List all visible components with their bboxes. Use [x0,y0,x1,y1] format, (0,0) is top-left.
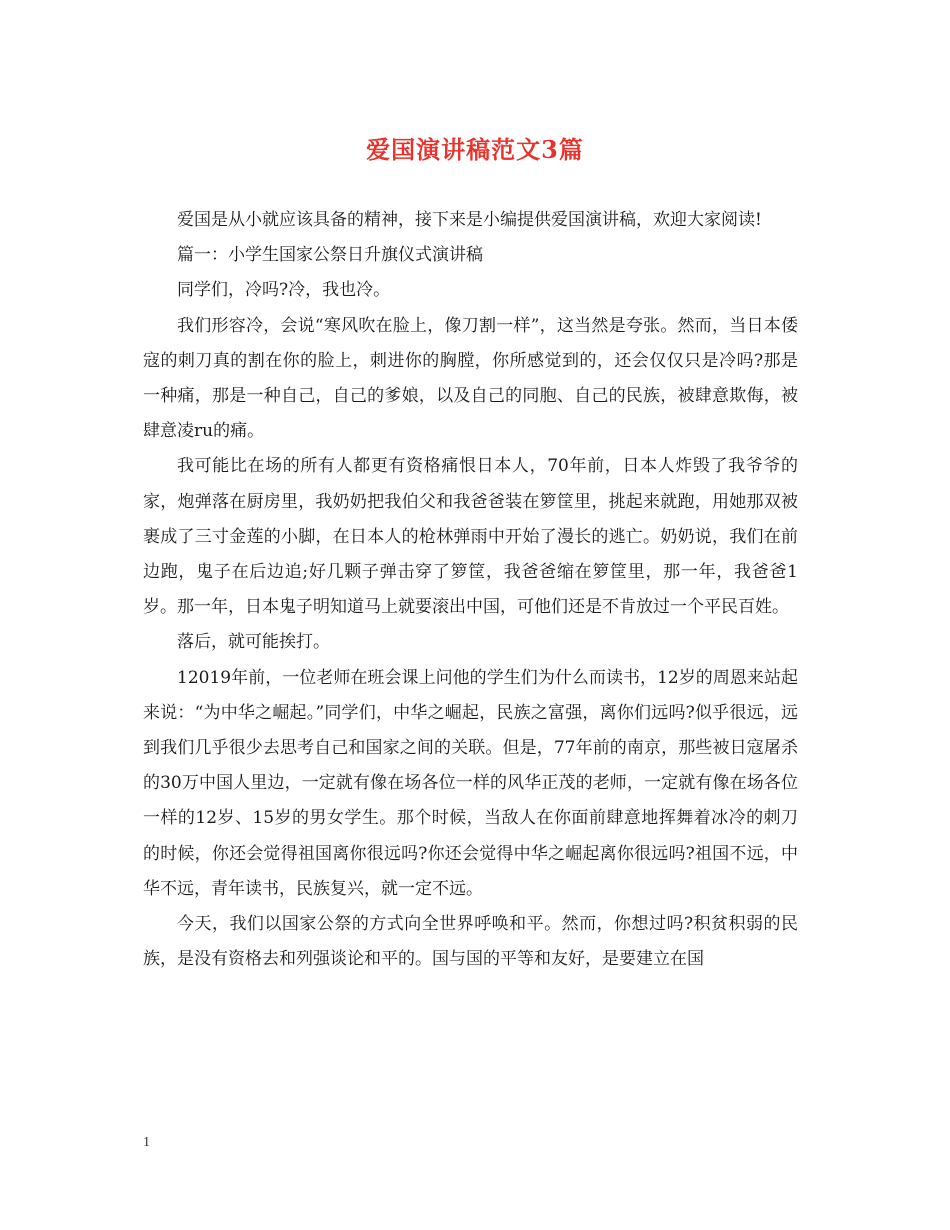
paragraph: 12019年前，一位老师在班会课上问他的学生们为什么而读书，12岁的周恩来站起来说：“为中华之崛起。”同学们，中华之崛起，民族之富强，离你们远吗?似乎很远，远到我们几乎很少去思考自己和国家之间的关联。但是，77年前的南京，那些被日寇屠杀的30万中国人里边，一定就有像在场各位一样的风华正茂的老师，一定就有像在场各位一样的12岁、15岁的男女学生。那个时候，当敌人在你面前肆意地挥舞着冰冷的刺刀的时候，你还会觉得祖国离你很远吗?你还会觉得中华之崛起离你很远吗?祖国不远，中华不远，青年读书，民族复兴，就一定不远。 [143,667,798,899]
paragraph: 我们形容冷，会说“寒风吹在脸上，像刀割一样”，这当然是夸张。然而，当日本倭寇的刺刀真的割在你的脸上，刺进你的胸膛，你所感觉到的，还会仅仅只是冷吗?那是一种痛，那是一种自己，自己的爹娘，以及自己的同胞、自己的民族，被肆意欺侮，被肆意凌ru的痛。 [143,315,798,442]
paragraph: 今天，我们以国家公祭的方式向全世界呼唤和平。然而，你想过吗?积贫积弱的民族，是没有资格去和列强谈论和平的。国与国的平等和友好，是要建立在国 [143,914,798,970]
document-title: 爱国演讲稿范文3篇 [366,135,584,164]
document-body [143,203,798,977]
paragraph: 我可能比在场的所有人都更有资格痛恨日本人，70年前，日本人炸毁了我爷爷的家，炮弹落在厨房里，我奶奶把我伯父和我爸爸装在箩筐里，挑起来就跑，用她那双被裹成了三寸金莲的小脚，在日本人的枪林弹雨中开始了漫长的逃亡。奶奶说，我们在前边跑，鬼子在后边追;好几颗子弹击穿了箩筐，我爸爸缩在箩筐里，那一年，我爸爸1岁。那一年，日本鬼子明知道马上就要滚出中国，可他们还是不肯放过一个平民百姓。 [143,456,798,618]
page-number: 1 [143,1135,150,1150]
paragraph: 同学们，冷吗?冷，我也冷。 [177,280,391,301]
paragraph: 爱国是从小就应该具备的精神，接下来是小编提供爱国演讲稿，欢迎大家阅读! [177,210,762,230]
section-heading: 篇一：小学生国家公祭日升旗仪式演讲稿 [177,245,483,266]
paragraph: 落后，就可能挨打。 [177,632,330,653]
